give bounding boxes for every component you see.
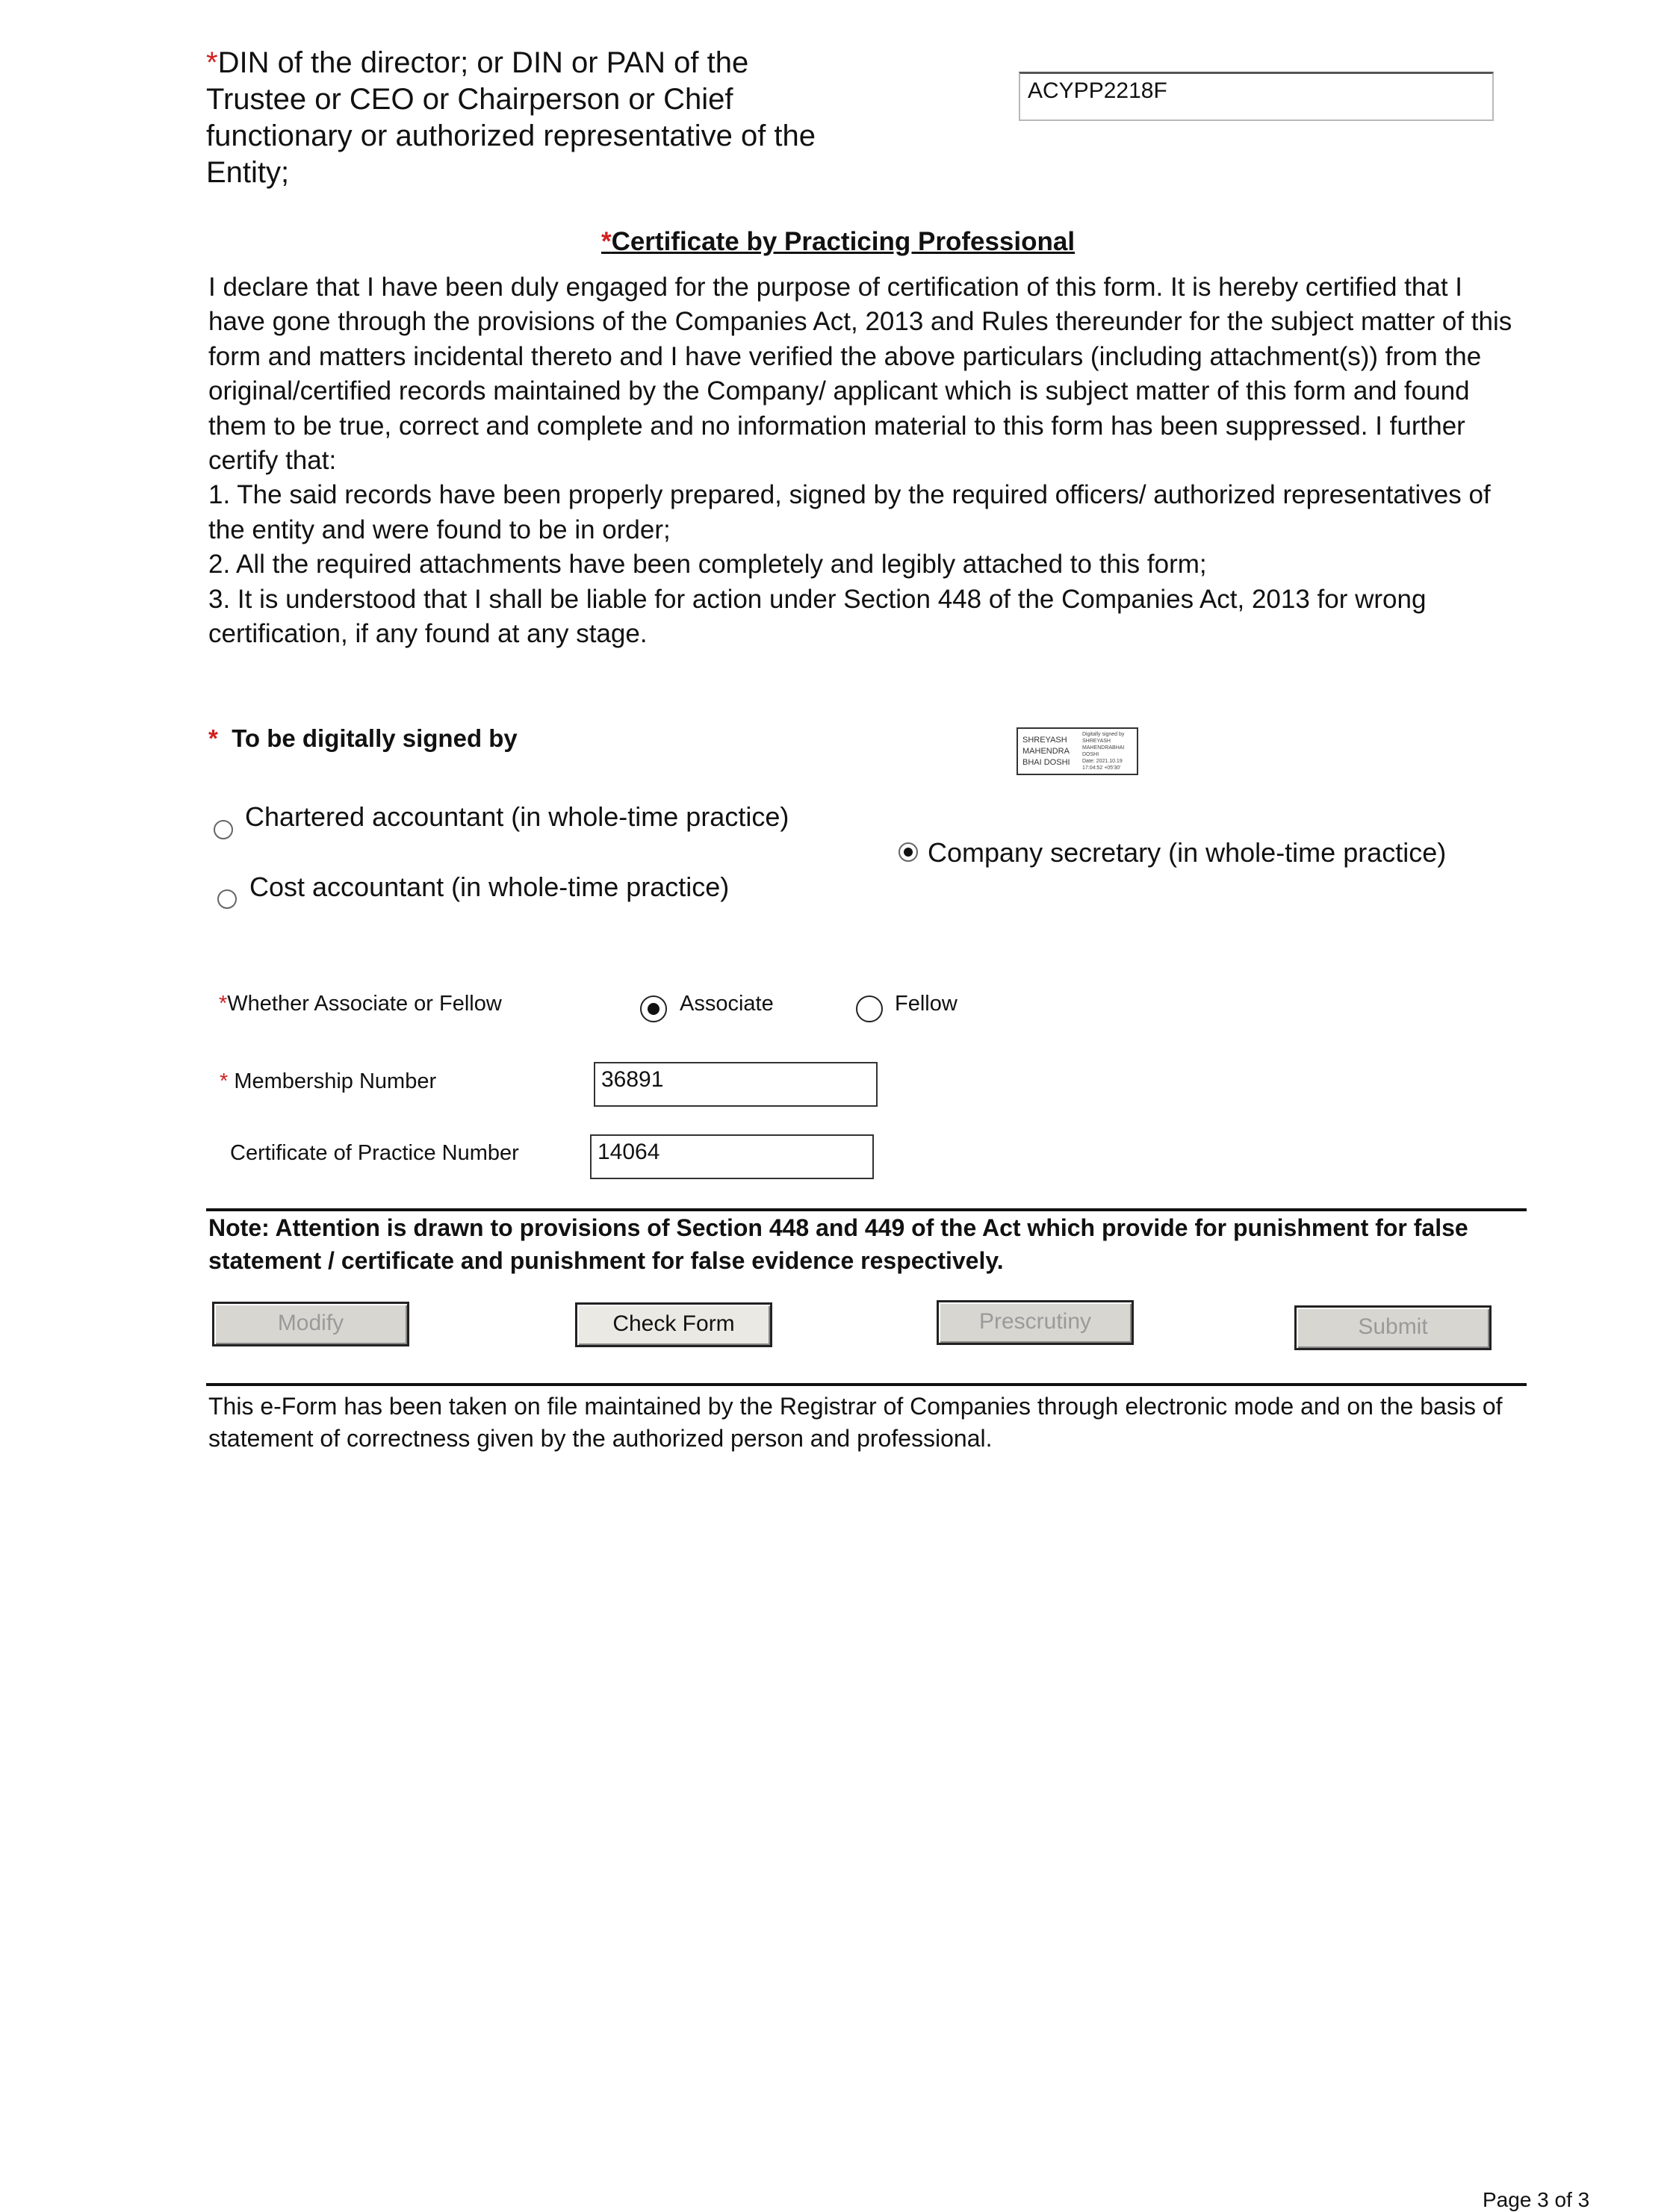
declaration-point-3: 3. It is understood that I shall be liable for action under Section 448 of the Companies Act, 2013 for wrong certification, if any found at any stage. [208,584,1427,649]
din-label [206,45,841,191]
din-label-text: DIN of the director; or DIN or PAN of the Trustee or CEO or Chairperson or Chief functionary or authorized representative of the Entity; [206,46,816,189]
associate-fellow-label [219,992,502,1016]
prescrutiny-button[interactable]: Prescrutiny [937,1300,1134,1345]
certificate-declaration [208,270,1523,651]
digital-signature-box[interactable] [1017,727,1138,775]
check-form-button[interactable]: Check Form [575,1302,772,1347]
digitally-signed-label-text: To be digitally signed by [232,724,518,752]
declaration-paragraph: I declare that I have been duly engaged for the purpose of certification of this form. It is hereby certified that I have gone through the provisions of the Companies Act, 2013 and Rules thereunder for the subject matter of this form and matters incidental thereto and I have verified the above particulars (including attachment(s)) from the original/certified records maintained by the Company/ applicant which is subject matter of this form and found them to be true, correct and complete and no information material to this form has been suppressed. I further certify that: [208,273,1512,476]
required-asterisk: * [220,1069,229,1093]
option-cost-accountant-label: Cost accountant (in whole-time practice) [249,872,730,902]
cop-number-input[interactable]: 14064 [590,1134,874,1179]
required-asterisk: * [208,724,218,752]
din-pan-field[interactable]: ACYPP2218F [1019,72,1494,121]
radio-cost-accountant[interactable] [217,889,237,909]
cop-number-label: Certificate of Practice Number [230,1141,519,1165]
modify-button[interactable]: Modify [212,1302,409,1346]
option-company-secretary-label: Company secretary (in whole-time practice) [928,837,1447,868]
membership-number-input[interactable]: 36891 [594,1062,878,1107]
required-asterisk: * [206,46,218,79]
radio-company-secretary[interactable] [898,842,918,862]
declaration-point-1: 1. The said records have been properly prepared, signed by the required officers/ authorized representatives of the entity and were found to be in order; [208,480,1491,544]
certificate-title-text: Certificate by Practicing Professional [611,227,1076,256]
radio-fellow[interactable] [856,995,883,1022]
submit-button[interactable]: Submit [1294,1305,1492,1350]
footer-statement: This e-Form has been taken on file maintained by the Registrar of Companies through electronic mode and on the basis of statement of correctness given by the authorized person and professional. [208,1393,1503,1452]
associate-fellow-label-text: Whether Associate or Fellow [227,992,502,1016]
divider-bottom [206,1383,1527,1386]
page-number: Page 3 of 3 [1483,2188,1590,2211]
radio-chartered-accountant[interactable] [214,820,233,839]
digitally-signed-label [208,724,518,753]
attention-note: Note: Attention is drawn to provisions of Section 448 and 449 of the Act which provide for punishment for false statement / certificate and punishment for false evidence respectively. [208,1214,1468,1274]
membership-number-label-text: Membership Number [234,1069,437,1093]
membership-number-label [220,1069,436,1094]
declaration-point-2: 2. All the required attachments have been completely and legibly attached to this form; [208,550,1207,580]
signature-detail: Digitally signed by SHREYASH MAHENDRABHAI DOSHI Date: 2021.10.19 17:04:52 +05'30' [1082,732,1125,771]
option-chartered-accountant-label: Chartered accountant (in whole-time practice) [245,801,789,832]
required-asterisk: * [219,992,228,1016]
fellow-label: Fellow [895,992,958,1016]
certificate-title [0,227,1676,257]
associate-label: Associate [680,992,774,1016]
radio-associate[interactable] [640,995,667,1022]
required-asterisk: * [600,227,612,256]
signature-name: SHREYASH MAHENDRA BHAI DOSHI [1022,735,1070,767]
